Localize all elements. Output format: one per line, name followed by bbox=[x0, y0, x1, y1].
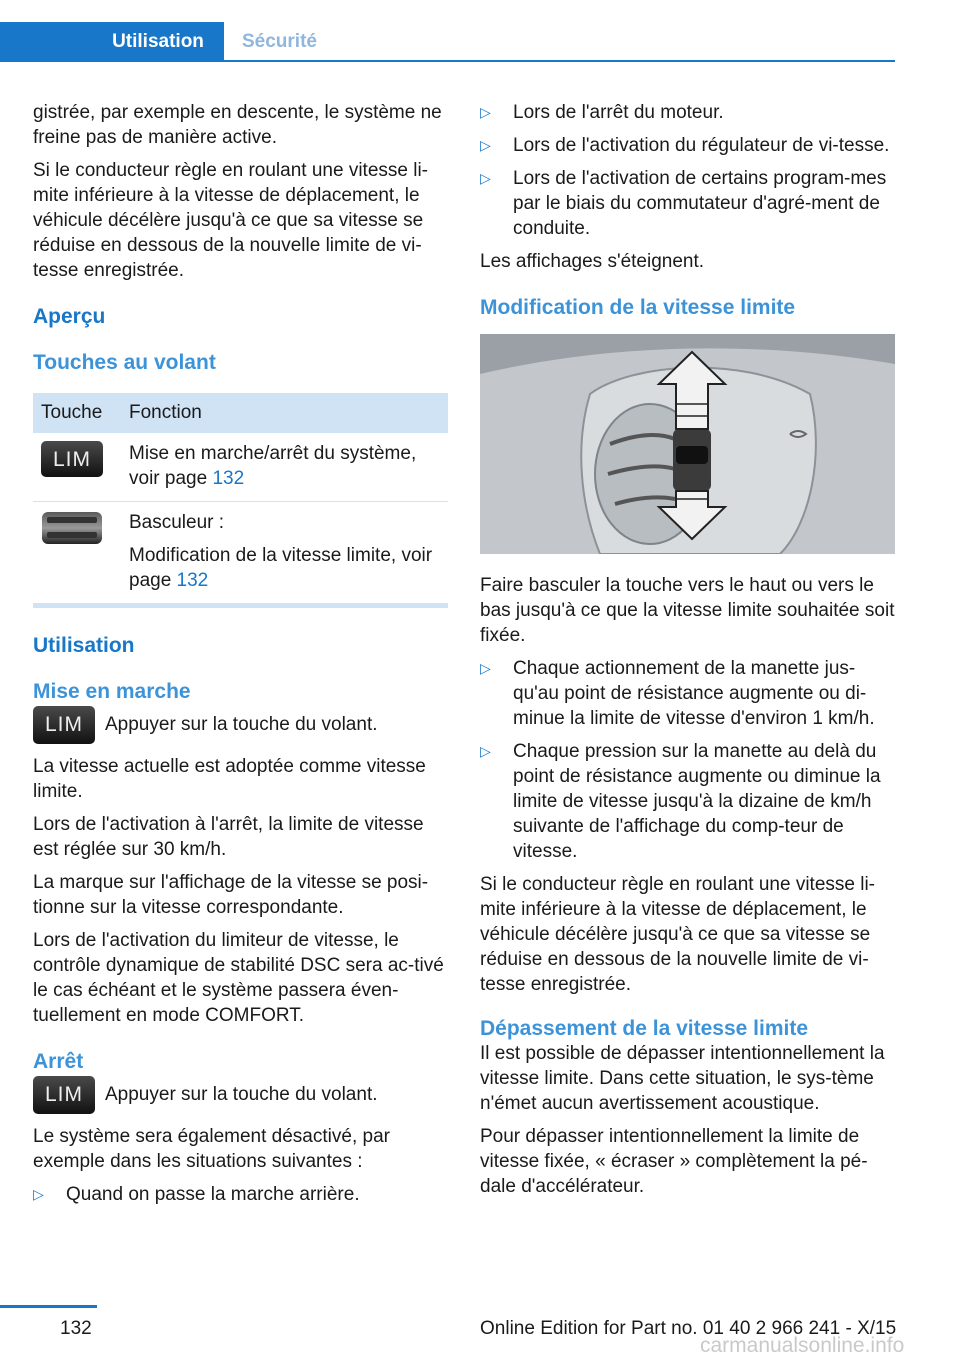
triangle-bullet-icon: ▷ bbox=[480, 743, 491, 759]
footer-rule bbox=[0, 1305, 97, 1308]
list-item-text: Lors de l'activation du régulateur de vi-tesse. bbox=[513, 135, 890, 156]
cell-text: Mise en marche/arrêt du système, voir page bbox=[129, 443, 417, 489]
rocker-switch-icon bbox=[41, 510, 103, 546]
list-item bbox=[480, 166, 895, 241]
lim-key-icon: LIM bbox=[33, 706, 95, 744]
paragraph: Pour dépasser intentionnellement la limite de vitesse fixée, « écraser » complètement la pé-dale d'accélérateur. bbox=[480, 1126, 868, 1197]
paragraph: Les affichages s'éteignent. bbox=[480, 251, 705, 272]
lim-key-icon: LIM bbox=[33, 1076, 95, 1114]
page-number: 132 bbox=[60, 1318, 92, 1339]
list-item-text: Quand on passe la marche arrière. bbox=[66, 1184, 360, 1205]
lim-key-icon: LIM bbox=[41, 441, 103, 477]
paragraph: La marque sur l'affichage de la vitesse se posi-tionne sur la vitesse correspondante. bbox=[33, 872, 429, 918]
list-item bbox=[480, 133, 895, 158]
table-header-fonction: Fonction bbox=[121, 393, 448, 433]
steering-wheel-rocker-photo bbox=[480, 334, 895, 554]
table-row bbox=[33, 502, 448, 604]
table-row bbox=[33, 433, 448, 502]
list-item-text: Lors de l'arrêt du moteur. bbox=[513, 102, 724, 123]
heading-touches: Touches au volant bbox=[33, 351, 216, 374]
tab-securite-label: Sécurité bbox=[242, 31, 317, 52]
page-link[interactable]: 132 bbox=[176, 570, 209, 591]
heading-apercu: Aperçu bbox=[33, 305, 106, 328]
watermark: carmanualsonline.info bbox=[700, 1334, 905, 1357]
triangle-bullet-icon: ▷ bbox=[480, 104, 491, 120]
paragraph: Lors de l'activation du limiteur de vitesse, le contrôle dynamique de stabilité DSC sera ac-tivé le cas échéant et le système passera éven-tuellement en mode COMFORT. bbox=[33, 930, 444, 1026]
heading-modification: Modification de la vitesse limite bbox=[480, 296, 796, 319]
list-item-text: Chaque pression sur la manette au delà du point de résistance augmente ou diminue la limite de vitesse jusqu'à la dizaine de km/h suivante de l'affichage du comp-teur de vitesse. bbox=[513, 741, 881, 862]
heading-depassement: Dépassement de la vitesse limite bbox=[480, 1017, 808, 1040]
list-item bbox=[33, 1182, 448, 1207]
heading-mise-en-marche: Mise en marche bbox=[33, 680, 191, 703]
heading-arret: Arrêt bbox=[33, 1050, 84, 1073]
page-link[interactable]: 132 bbox=[212, 468, 245, 489]
tab-securite[interactable] bbox=[242, 22, 317, 62]
cell-text: Basculeur : bbox=[129, 512, 225, 533]
list-item-text: Lors de l'activation de certains program-mes par le biais du commutateur d'agré-ment de conduite. bbox=[513, 168, 887, 239]
triangle-bullet-icon: ▷ bbox=[480, 660, 491, 676]
tab-utilisation[interactable] bbox=[0, 22, 224, 62]
triangle-bullet-icon: ▷ bbox=[480, 137, 491, 153]
triangle-bullet-icon: ▷ bbox=[33, 1186, 44, 1202]
right-column bbox=[480, 100, 895, 1207]
edition-text: Online Edition for Part no. 01 40 2 966 241 - X/15 bbox=[480, 1318, 897, 1339]
tab-utilisation-label: Utilisation bbox=[112, 31, 204, 52]
paragraph: Si le conducteur règle en roulant une vitesse li-mite inférieure à la vitesse de déplacement, le véhicule décélère jusqu'à ce que sa vitesse se réduise en dessous de la nouvelle limite de vi-tesse enregistrée. bbox=[33, 160, 429, 281]
paragraph: Il est possible de dépasser intentionnellement la vitesse limite. Dans cette situation, le sys-tème n'émet aucun avertissement acoustique. bbox=[480, 1043, 885, 1114]
paragraph: Appuyer sur la touche du volant. bbox=[105, 714, 378, 735]
header-rule bbox=[0, 60, 895, 62]
paragraph: gistrée, par exemple en descente, le système ne freine pas de manière active. bbox=[33, 102, 442, 148]
top-nav bbox=[0, 0, 960, 64]
list-item bbox=[480, 656, 895, 731]
list-item bbox=[480, 739, 895, 864]
table-header-touche: Touche bbox=[33, 393, 121, 433]
list-item-text: Chaque actionnement de la manette jus-qu'au point de résistance augmente ou di-minue la limite de vitesse d'environ 1 km/h. bbox=[513, 658, 875, 729]
paragraph: Le système sera également désactivé, par exemple dans les situations suivantes : bbox=[33, 1126, 390, 1172]
cell-text: Modification de la vitesse limite, voir page bbox=[129, 545, 433, 591]
mise-instruction bbox=[33, 706, 448, 744]
paragraph: Si le conducteur règle en roulant une vitesse li-mite inférieure à la vitesse de déplacement, le véhicule décélère jusqu'à ce que sa vitesse se réduise en dessous de la nouvelle limite de vi-tesse enregistrée. bbox=[480, 874, 876, 995]
triangle-bullet-icon: ▷ bbox=[480, 170, 491, 186]
list-item bbox=[480, 100, 895, 125]
arret-instruction bbox=[33, 1076, 448, 1114]
paragraph: La vitesse actuelle est adoptée comme vitesse limite. bbox=[33, 756, 426, 802]
paragraph: Faire basculer la touche vers le haut ou vers le bas jusqu'à ce que la vitesse limite souhaitée soit fixée. bbox=[480, 575, 895, 646]
heading-utilisation: Utilisation bbox=[33, 634, 135, 657]
paragraph: Lors de l'activation à l'arrêt, la limite de vitesse est réglée sur 30 km/h. bbox=[33, 814, 424, 860]
keys-table bbox=[33, 393, 448, 604]
left-column bbox=[33, 100, 448, 1215]
paragraph: Appuyer sur la touche du volant. bbox=[105, 1084, 378, 1105]
